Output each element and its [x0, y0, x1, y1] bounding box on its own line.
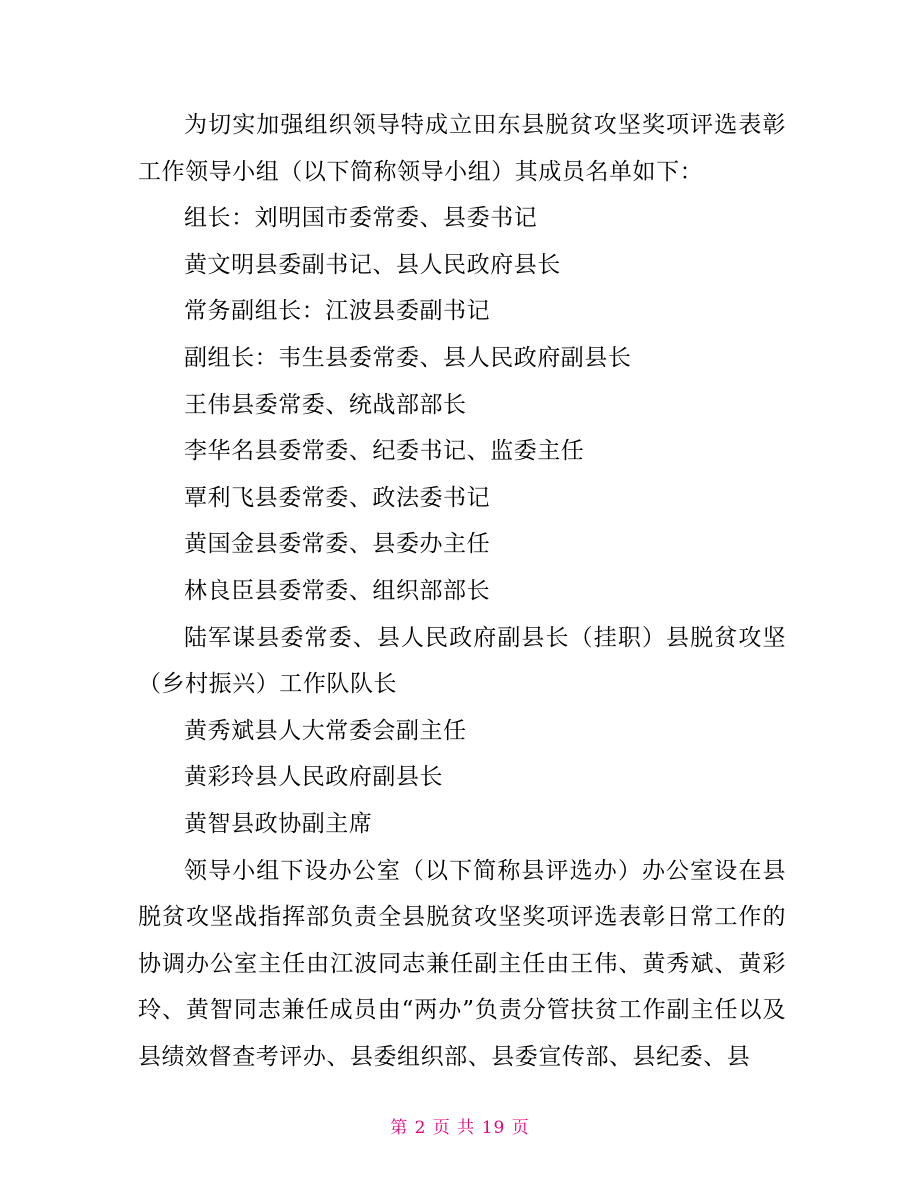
- paragraph-intro: 为切实加强组织领导特成立田东县脱贫攻坚奖项评选表彰工作领导小组（以下简称领导小组）其成员名单如下：: [138, 112, 786, 185]
- paragraph-member: 李华名县委常委、纪委书记、监委主任: [184, 438, 585, 465]
- document-body: [138, 102, 786, 1080]
- paragraph-executive-deputy-leader: 常务副组长：江波县委副书记: [184, 298, 491, 325]
- paragraph-member: 覃利飞县委常委、政法委书记: [184, 484, 491, 511]
- footer-page-number: 2: [414, 1118, 427, 1138]
- paragraph-group-leader: 组长：刘明国市委常委、县委书记: [184, 205, 538, 232]
- paragraph-member: 林良臣县委常委、组织部部长: [184, 577, 491, 604]
- paragraph-member: 黄国金县委常委、县委办主任: [184, 531, 491, 558]
- paragraph-member: 王伟县委常委、统战部部长: [184, 391, 467, 418]
- paragraph-deputy-leader: 副组长：韦生县委常委、县人民政府副县长: [184, 344, 632, 371]
- footer-prefix: 第: [390, 1118, 409, 1138]
- paragraph-office: 领导小组下设办公室（以下简称县评选办）办公室设在县脱贫攻坚战指挥部负责全县脱贫攻坚奖项评选表彰日常工作的协调办公室主任由江波同志兼任副主任由王伟、黄秀斌、黄彩玲、黄智同志兼任成员由“两办”负责分管扶贫工作副主任以及县绩效督查考评办、县委组织部、县委宣传部、县纪委、县: [138, 857, 786, 1070]
- paragraph-member: 黄智县政协副主席: [184, 810, 373, 837]
- paragraph-member: 黄秀斌县人大常委会副主任: [184, 717, 467, 744]
- paragraph-member: 黄彩玲县人民政府副县长: [184, 764, 444, 791]
- footer-suffix: 页: [511, 1118, 530, 1138]
- paragraph-member: 黄文明县委副书记、县人民政府县长: [184, 251, 561, 278]
- paragraph-member: 陆军谋县委常委、县人民政府副县长（挂职）县脱贫攻坚（乡村振兴）工作队队长: [138, 624, 786, 698]
- footer-middle: 页 共: [432, 1118, 476, 1138]
- page-footer: [0, 1113, 920, 1138]
- footer-total-pages: 19: [481, 1118, 506, 1138]
